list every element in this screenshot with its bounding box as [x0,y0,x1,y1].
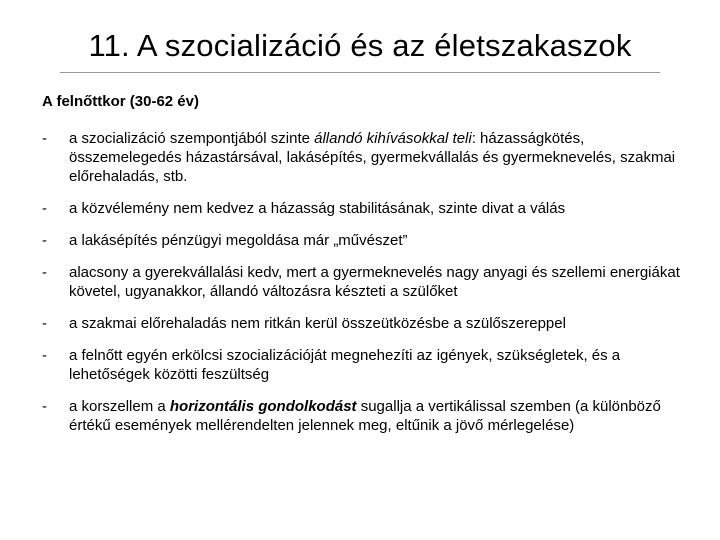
list-item [42,346,682,384]
slide-title: 11. A szocializáció és az életszakaszok [88,28,632,63]
bullet-dash: - [42,130,47,147]
bullet-text: alacsony a gyerekvállalási kedv, mert a gyermeknevelés nagy anyagi és szellemi energiákat követel, ugyanakkor, állandó változásra készteti a szülőket [69,264,680,300]
bullet-dash: - [42,398,47,415]
bullet-dash: - [42,264,47,281]
list-item [42,397,682,435]
list-item [42,263,682,301]
list-item [42,231,682,250]
bullet-dash: - [42,315,47,332]
bullet-text: a felnőtt egyén erkölcsi szocializációját megnehezíti az igények, szükségletek, és a lehetőségek közötti feszültség [69,347,621,383]
list-item [42,314,682,333]
bullet-dash: - [42,200,47,217]
bullet-emphasis: horizontális gondolkodást [169,398,357,415]
bullet-text: a korszellem a [69,398,170,415]
bullet-dash: - [42,347,47,364]
bullet-text: a lakásépítés pénzügyi megoldása már „művészet” [69,232,408,249]
bullet-text: a szocializáció szempontjából szinte [69,130,315,147]
list-item [42,129,682,186]
bullet-text: sugallja a vertikálissal szemben (a különböző értékű események mellérendelten jelennek meg, eltűnik a jövő mérlegelése) [69,398,661,434]
list-item [42,199,682,218]
bullet-dash: - [42,232,47,249]
title-divider [60,72,660,73]
bullet-text: : házasságkötés, összemelegedés házastársával, lakásépítés, gyermekvállalás és gyermeknevelés, szakmai előrehaladás, stb. [69,130,676,185]
bullet-list [42,129,682,448]
section-subtitle: A felnőttkor (30-62 év) [42,93,199,110]
bullet-text: a közvélemény nem kedvez a házasság stabilitásának, szinte divat a válás [69,200,566,217]
bullet-emphasis: állandó kihívásokkal teli [314,130,472,147]
bullet-text: a szakmai előrehaladás nem ritkán kerül összeütközésbe a szülőszereppel [69,315,566,332]
